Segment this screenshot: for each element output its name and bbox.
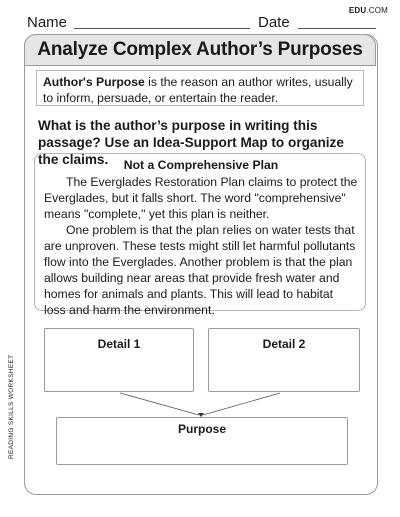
date-label: Date [258, 14, 290, 31]
title-bar [24, 34, 376, 66]
worksheet-title: Analyze Complex Author’s Purposes [37, 39, 363, 60]
passage-paragraph: The Everglades Restoration Plan claims to protect the Everglades, but it falls short. The word "comprehensive" means "complete," yet this plan is neither. [44, 175, 358, 221]
definition-term: Author's Purpose [43, 75, 145, 89]
date-line[interactable] [298, 28, 376, 29]
brand-main: EDU [348, 6, 367, 15]
passage-title: Not a Comprehensive Plan [123, 158, 279, 172]
purpose-box[interactable] [56, 417, 348, 465]
passage-box [34, 153, 366, 317]
detail-2-label: Detail 2 [262, 337, 306, 351]
name-line[interactable] [74, 28, 250, 29]
passage-paragraph: One problem is that the plan relies on water tests that are unproven. These tests might still let harmful pollutants flow into the Everglades. Another problem is that the plan allows building near areas that provide fresh water and homes for animals and plants. This will lead to habitat loss and harm the environment. [44, 223, 356, 317]
question-prompt: What is the author’s purpose in writing this passage? Use an Idea-Support Map to organize the claims. [38, 118, 344, 167]
purpose-label: Purpose [177, 422, 226, 436]
detail-1-label: Detail 1 [97, 337, 141, 351]
detail-2-box[interactable] [208, 328, 360, 392]
side-label: READING SKILLS WORKSHEET [8, 354, 15, 459]
detail-1-box[interactable] [44, 328, 194, 392]
brand-logo [349, 6, 388, 15]
brand-suffix: .COM [366, 6, 388, 15]
name-label: Name [27, 14, 68, 31]
definition-text: is the reason an author writes, usually to inform, persuade, or entertain the reader. [43, 75, 353, 105]
definition-box [36, 70, 364, 106]
